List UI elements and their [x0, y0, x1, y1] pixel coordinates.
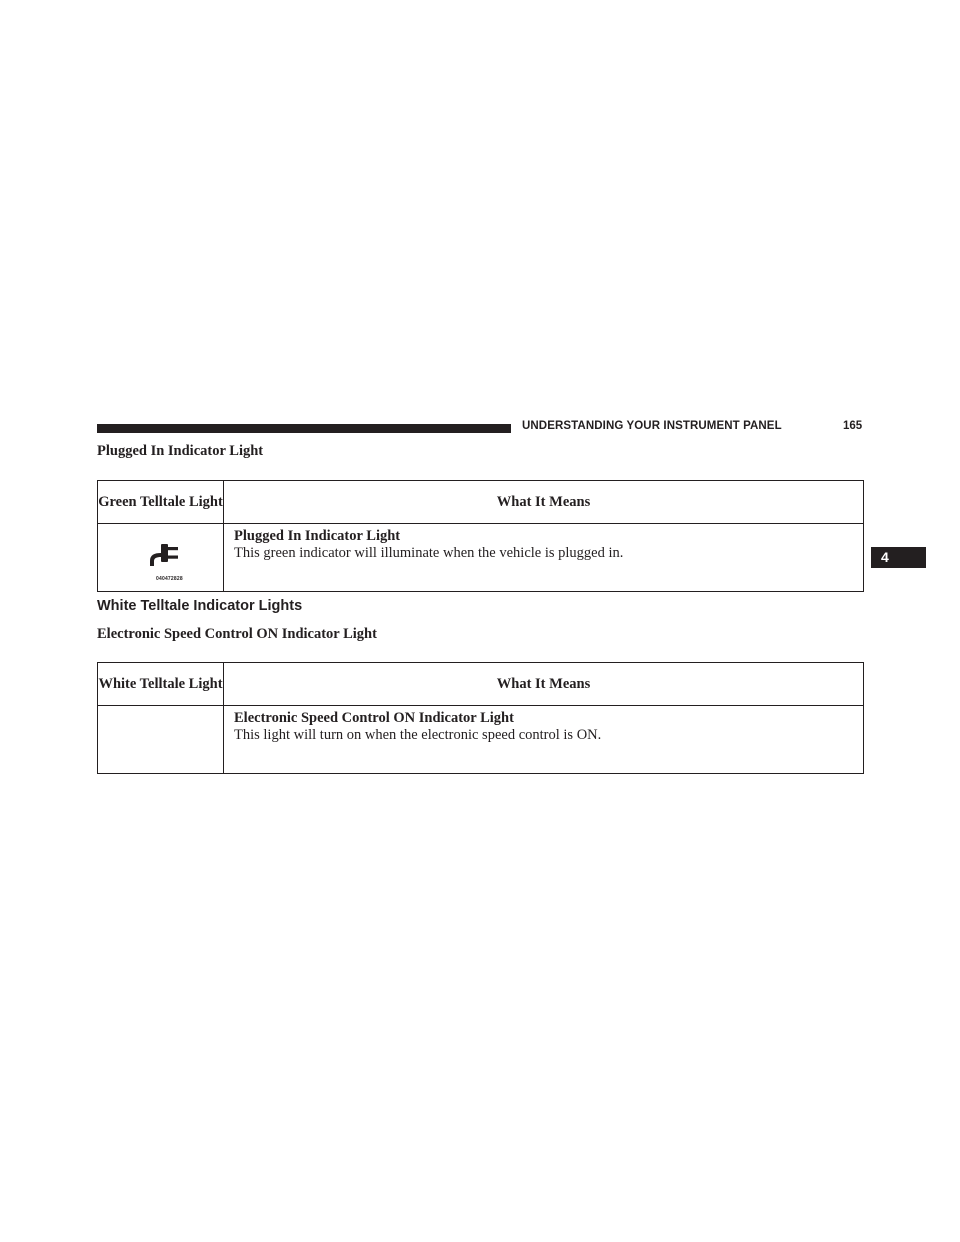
icon-code: 040472828 — [156, 576, 183, 582]
table-row — [98, 524, 864, 592]
column-header-meaning: What It Means — [224, 663, 864, 706]
chapter-tab: 4 — [871, 547, 926, 568]
meaning-cell — [224, 524, 864, 592]
telltale-icon-cell — [98, 524, 224, 592]
subsection-heading-speed-control: Electronic Speed Control ON Indicator Light — [97, 626, 377, 642]
plug-icon — [148, 542, 180, 566]
section-heading-plugged-in: Plugged In Indicator Light — [97, 443, 264, 459]
running-header: UNDERSTANDING YOUR INSTRUMENT PANEL — [522, 420, 782, 432]
table-row — [98, 706, 864, 774]
table-header-row — [98, 481, 864, 524]
meaning-cell — [224, 706, 864, 774]
table-header-row — [98, 663, 864, 706]
section-heading-white-telltale: White Telltale Indicator Lights — [97, 598, 303, 614]
header-rule — [97, 424, 511, 433]
column-header-telltale: White Telltale Light — [98, 663, 224, 706]
telltale-table-white — [97, 662, 864, 774]
row-description: This green indicator will illuminate when the vehicle is plugged in. — [234, 545, 624, 561]
column-header-meaning: What It Means — [224, 481, 864, 524]
row-title: Electronic Speed Control ON Indicator Light — [234, 710, 514, 726]
column-header-telltale: Green Telltale Light — [98, 481, 224, 524]
row-description: This light will turn on when the electronic speed control is ON. — [234, 727, 602, 743]
row-title: Plugged In Indicator Light — [234, 528, 401, 544]
page-number: 165 — [843, 420, 863, 432]
telltale-table-green — [97, 480, 864, 592]
telltale-icon-cell — [98, 706, 224, 774]
